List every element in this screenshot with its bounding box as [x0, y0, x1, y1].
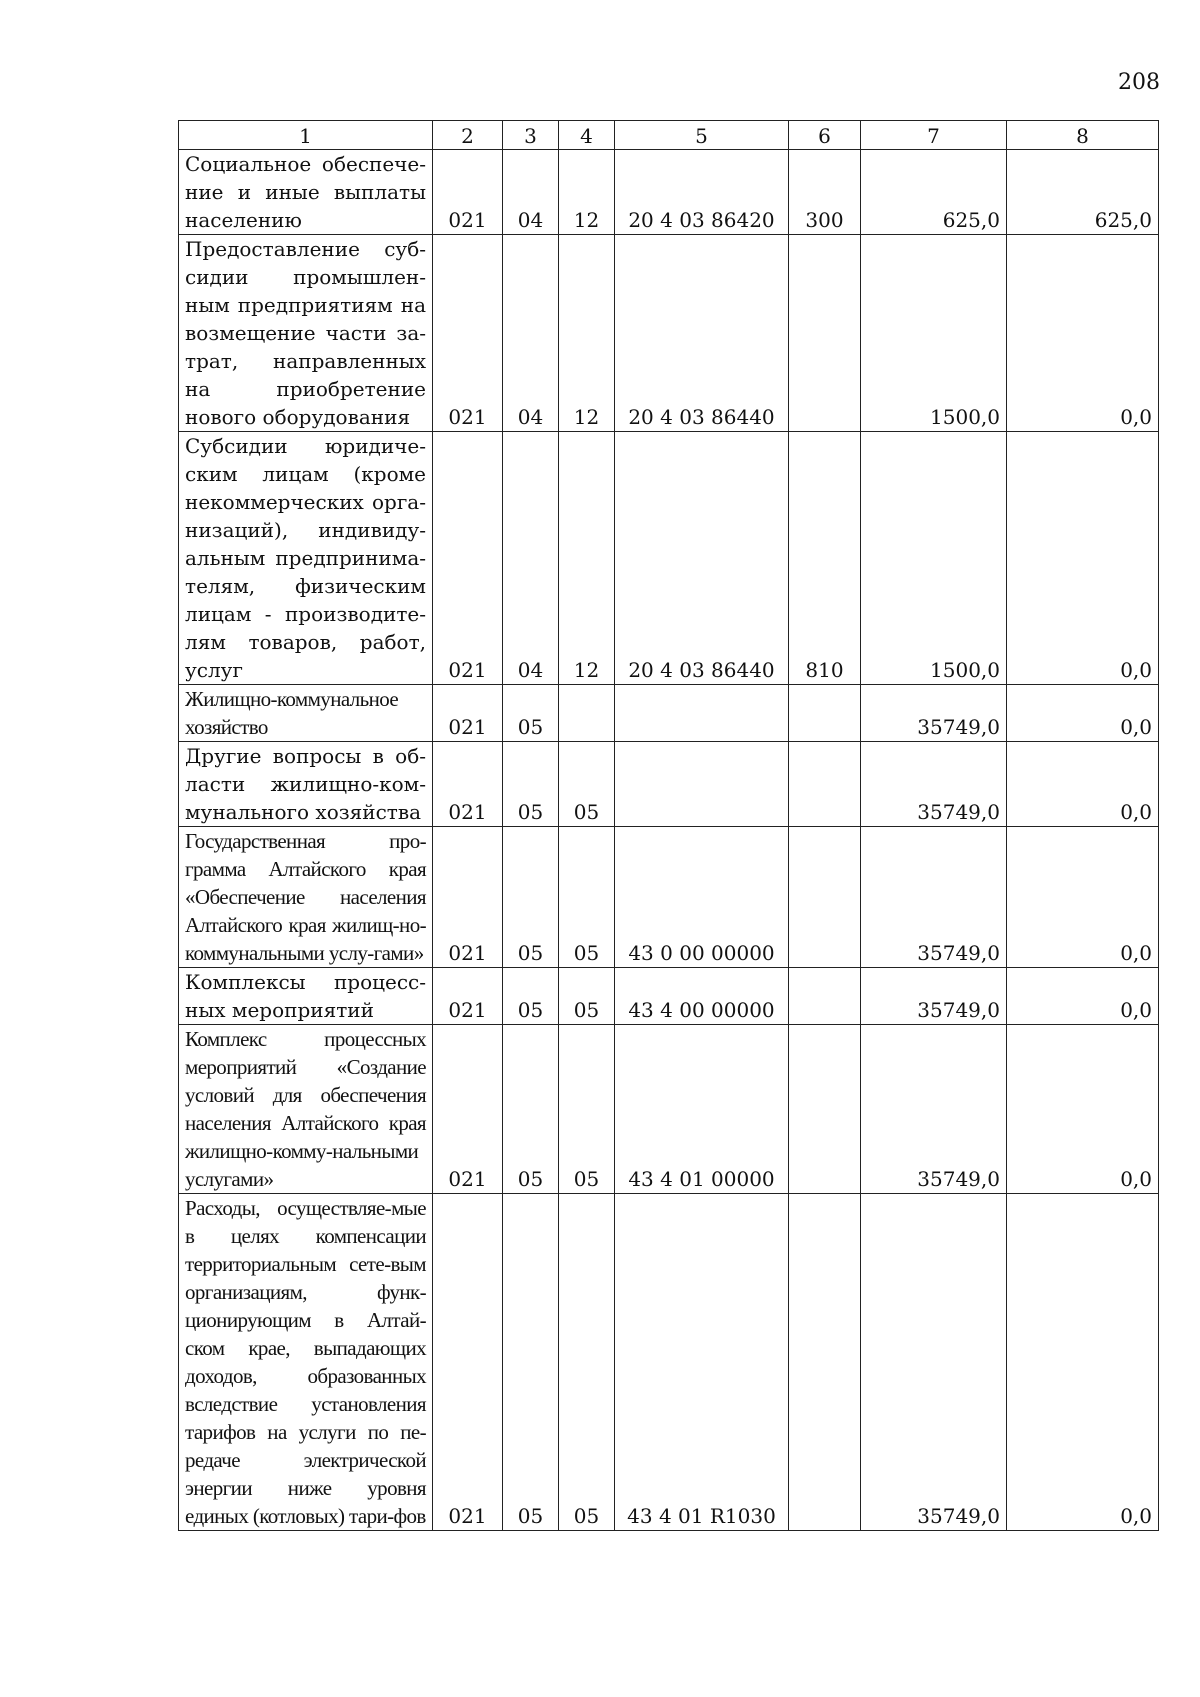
- cell-amount-2: 625,0: [1007, 150, 1159, 235]
- cell-amount-1: 35749,0: [861, 1025, 1007, 1194]
- cell-expense-type: 810: [789, 432, 861, 685]
- cell-amount-1: 1500,0: [861, 432, 1007, 685]
- table-header-row: [179, 121, 1159, 150]
- cell-department-code: 021: [433, 742, 503, 827]
- cell-target-article: 20 4 03 86420: [615, 150, 789, 235]
- cell-expense-type: [789, 827, 861, 968]
- cell-subsection-code: 05: [559, 1194, 615, 1531]
- cell-target-article: 20 4 03 86440: [615, 235, 789, 432]
- column-header-6: 6: [789, 121, 861, 150]
- cell-subsection-code: 05: [559, 1025, 615, 1194]
- cell-amount-2: 0,0: [1007, 1194, 1159, 1531]
- cell-expense-type: [789, 235, 861, 432]
- cell-target-article: 43 4 00 00000: [615, 968, 789, 1025]
- table-row: [179, 150, 1159, 235]
- cell-subsection-code: [559, 685, 615, 742]
- cell-section-code: 05: [503, 827, 559, 968]
- table-row: [179, 685, 1159, 742]
- column-header-4: 4: [559, 121, 615, 150]
- cell-section-code: 05: [503, 685, 559, 742]
- cell-amount-1: 35749,0: [861, 1194, 1007, 1531]
- cell-amount-2: 0,0: [1007, 827, 1159, 968]
- table-row: [179, 1025, 1159, 1194]
- row-name: Жилищно-коммунальное хозяйство: [179, 685, 433, 742]
- cell-target-article: 43 0 00 00000: [615, 827, 789, 968]
- cell-expense-type: [789, 968, 861, 1025]
- cell-expense-type: [789, 685, 861, 742]
- cell-subsection-code: 12: [559, 432, 615, 685]
- cell-department-code: 021: [433, 150, 503, 235]
- cell-section-code: 04: [503, 150, 559, 235]
- cell-amount-2: 0,0: [1007, 742, 1159, 827]
- cell-target-article: 43 4 01 R1030: [615, 1194, 789, 1531]
- cell-amount-1: 35749,0: [861, 742, 1007, 827]
- cell-subsection-code: 05: [559, 968, 615, 1025]
- cell-target-article: 20 4 03 86440: [615, 432, 789, 685]
- cell-target-article: [615, 685, 789, 742]
- cell-subsection-code: 05: [559, 827, 615, 968]
- cell-amount-1: 35749,0: [861, 827, 1007, 968]
- cell-amount-1: 35749,0: [861, 968, 1007, 1025]
- cell-subsection-code: 12: [559, 150, 615, 235]
- table-row: [179, 1194, 1159, 1531]
- table-row: [179, 235, 1159, 432]
- cell-amount-2: 0,0: [1007, 1025, 1159, 1194]
- cell-amount-2: 0,0: [1007, 968, 1159, 1025]
- column-header-3: 3: [503, 121, 559, 150]
- cell-expense-type: [789, 742, 861, 827]
- cell-amount-1: 35749,0: [861, 685, 1007, 742]
- cell-subsection-code: 05: [559, 742, 615, 827]
- column-header-1: 1: [179, 121, 433, 150]
- cell-section-code: 04: [503, 432, 559, 685]
- table-row: [179, 827, 1159, 968]
- cell-target-article: 43 4 01 00000: [615, 1025, 789, 1194]
- cell-department-code: 021: [433, 1025, 503, 1194]
- row-name: Другие вопросы в об-ласти жилищно-ком-мунального хозяйства: [179, 742, 433, 827]
- cell-target-article: [615, 742, 789, 827]
- row-name: Государственная про-грамма Алтайского края «Обеспечение населения Алтайского края жилищ-но-коммунальными услу-гами»: [179, 827, 433, 968]
- row-name: Комплекс процессных мероприятий «Создание условий для обеспечения населения Алтайского края жилищно-комму-нальными услугами»: [179, 1025, 433, 1194]
- row-name: Предоставление суб-сидии промышлен-ным предприятиям на возмещение части за-трат, направленных на приобретение нового оборудования: [179, 235, 433, 432]
- budget-table: [178, 120, 1159, 1531]
- cell-section-code: 04: [503, 235, 559, 432]
- cell-department-code: 021: [433, 1194, 503, 1531]
- cell-section-code: 05: [503, 742, 559, 827]
- cell-amount-1: 1500,0: [861, 235, 1007, 432]
- column-header-2: 2: [433, 121, 503, 150]
- column-header-5: 5: [615, 121, 789, 150]
- cell-expense-type: [789, 1194, 861, 1531]
- cell-expense-type: [789, 1025, 861, 1194]
- cell-amount-2: 0,0: [1007, 432, 1159, 685]
- cell-department-code: 021: [433, 685, 503, 742]
- cell-amount-2: 0,0: [1007, 235, 1159, 432]
- table-row: [179, 968, 1159, 1025]
- row-name: Расходы, осуществляе-мые в целях компенсации территориальным сете-вым организациям, функ-ционирующим в Алтай-ском крае, выпадающих доходов, образованных вследствие установления тарифов на услуги по пе-редаче электрической энергии ниже уровня единых (котловых) тари-фов: [179, 1194, 433, 1531]
- row-name: Комплексы процесс-ных мероприятий: [179, 968, 433, 1025]
- cell-department-code: 021: [433, 432, 503, 685]
- cell-section-code: 05: [503, 1025, 559, 1194]
- cell-section-code: 05: [503, 968, 559, 1025]
- cell-department-code: 021: [433, 235, 503, 432]
- row-name: Субсидии юридиче-ским лицам (кроме некоммерческих орга-низаций), индивиду-альным предпринима-телям, физическим лицам - производите-лям товаров, работ, услуг: [179, 432, 433, 685]
- column-header-8: 8: [1007, 121, 1159, 150]
- cell-expense-type: 300: [789, 150, 861, 235]
- cell-department-code: 021: [433, 827, 503, 968]
- cell-amount-1: 625,0: [861, 150, 1007, 235]
- table-row: [179, 432, 1159, 685]
- row-name: Социальное обеспече-ние и иные выплаты населению: [179, 150, 433, 235]
- cell-amount-2: 0,0: [1007, 685, 1159, 742]
- cell-section-code: 05: [503, 1194, 559, 1531]
- column-header-7: 7: [861, 121, 1007, 150]
- table-row: [179, 742, 1159, 827]
- cell-department-code: 021: [433, 968, 503, 1025]
- page-number: 208: [1118, 70, 1160, 95]
- cell-subsection-code: 12: [559, 235, 615, 432]
